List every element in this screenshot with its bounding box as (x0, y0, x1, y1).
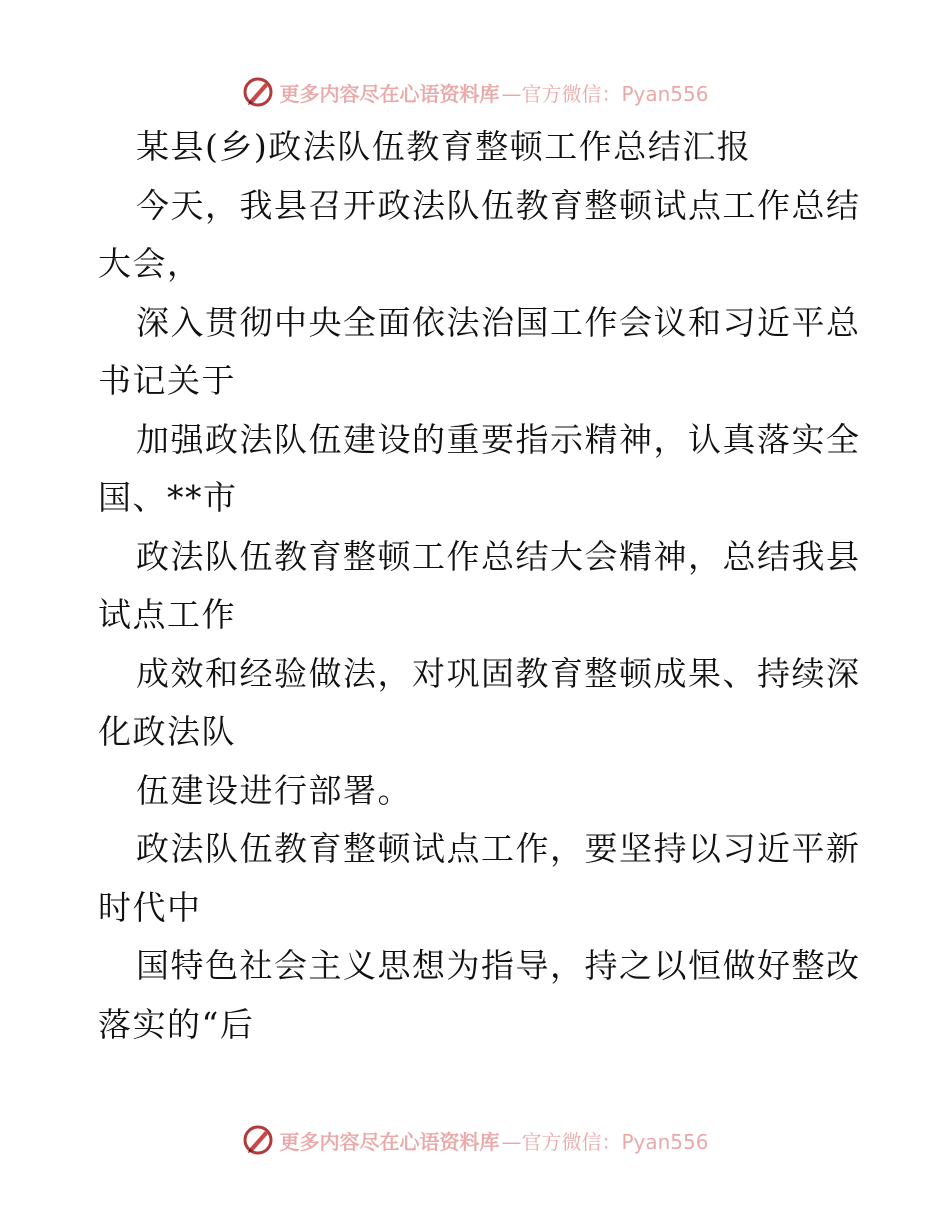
watermark-brand-text: 更多内容尽在心语资料库 (279, 81, 500, 106)
watermark-contact-text: —官方微信：Pyan556 (501, 1129, 709, 1154)
watermark-contact-text: —官方微信：Pyan556 (501, 81, 709, 106)
footer-watermark (0, 1120, 950, 1160)
paragraph-line: 成效和经验做法，对巩固教育整顿成果、持续深 (136, 653, 861, 693)
paragraph-line: 试点工作 (98, 595, 236, 634)
paragraph-line: 落实的“后 (98, 1004, 255, 1044)
pen-logo-icon (241, 1123, 275, 1157)
paragraph-line: 国、**市 (98, 478, 238, 517)
watermark-brand-text: 更多内容尽在心语资料库 (279, 1129, 500, 1154)
paragraph-line: 国特色社会主义思想为指导，持之以恒做好整改 (136, 946, 861, 985)
header-watermark (0, 72, 950, 112)
paragraph-line: 大会， (98, 244, 202, 283)
paragraph-line: 时代中 (98, 887, 202, 927)
paragraph-line: 今天，我县召开政法队伍教育整顿试点工作总结 (136, 185, 861, 225)
document-title: 某县(乡)政法队伍教育整顿工作总结汇报 (136, 127, 752, 166)
paragraph-line: 政法队伍教育整顿试点工作，要坚持以习近平新 (136, 829, 861, 868)
paragraph-line: 化政法队 (98, 712, 236, 751)
paragraph-line: 政法队伍教育整顿工作总结大会精神，总结我县 (136, 536, 861, 576)
pen-logo-icon (241, 75, 275, 109)
document-body (98, 118, 861, 1054)
paragraph-line: 伍建设进行部署。 (136, 770, 412, 810)
paragraph-line: 加强政法队伍建设的重要指示精神，认真落实全 (136, 419, 861, 459)
paragraph-line: 深入贯彻中央全面依法治国工作会议和习近平总 (136, 302, 861, 342)
paragraph-line: 书记关于 (98, 361, 236, 400)
